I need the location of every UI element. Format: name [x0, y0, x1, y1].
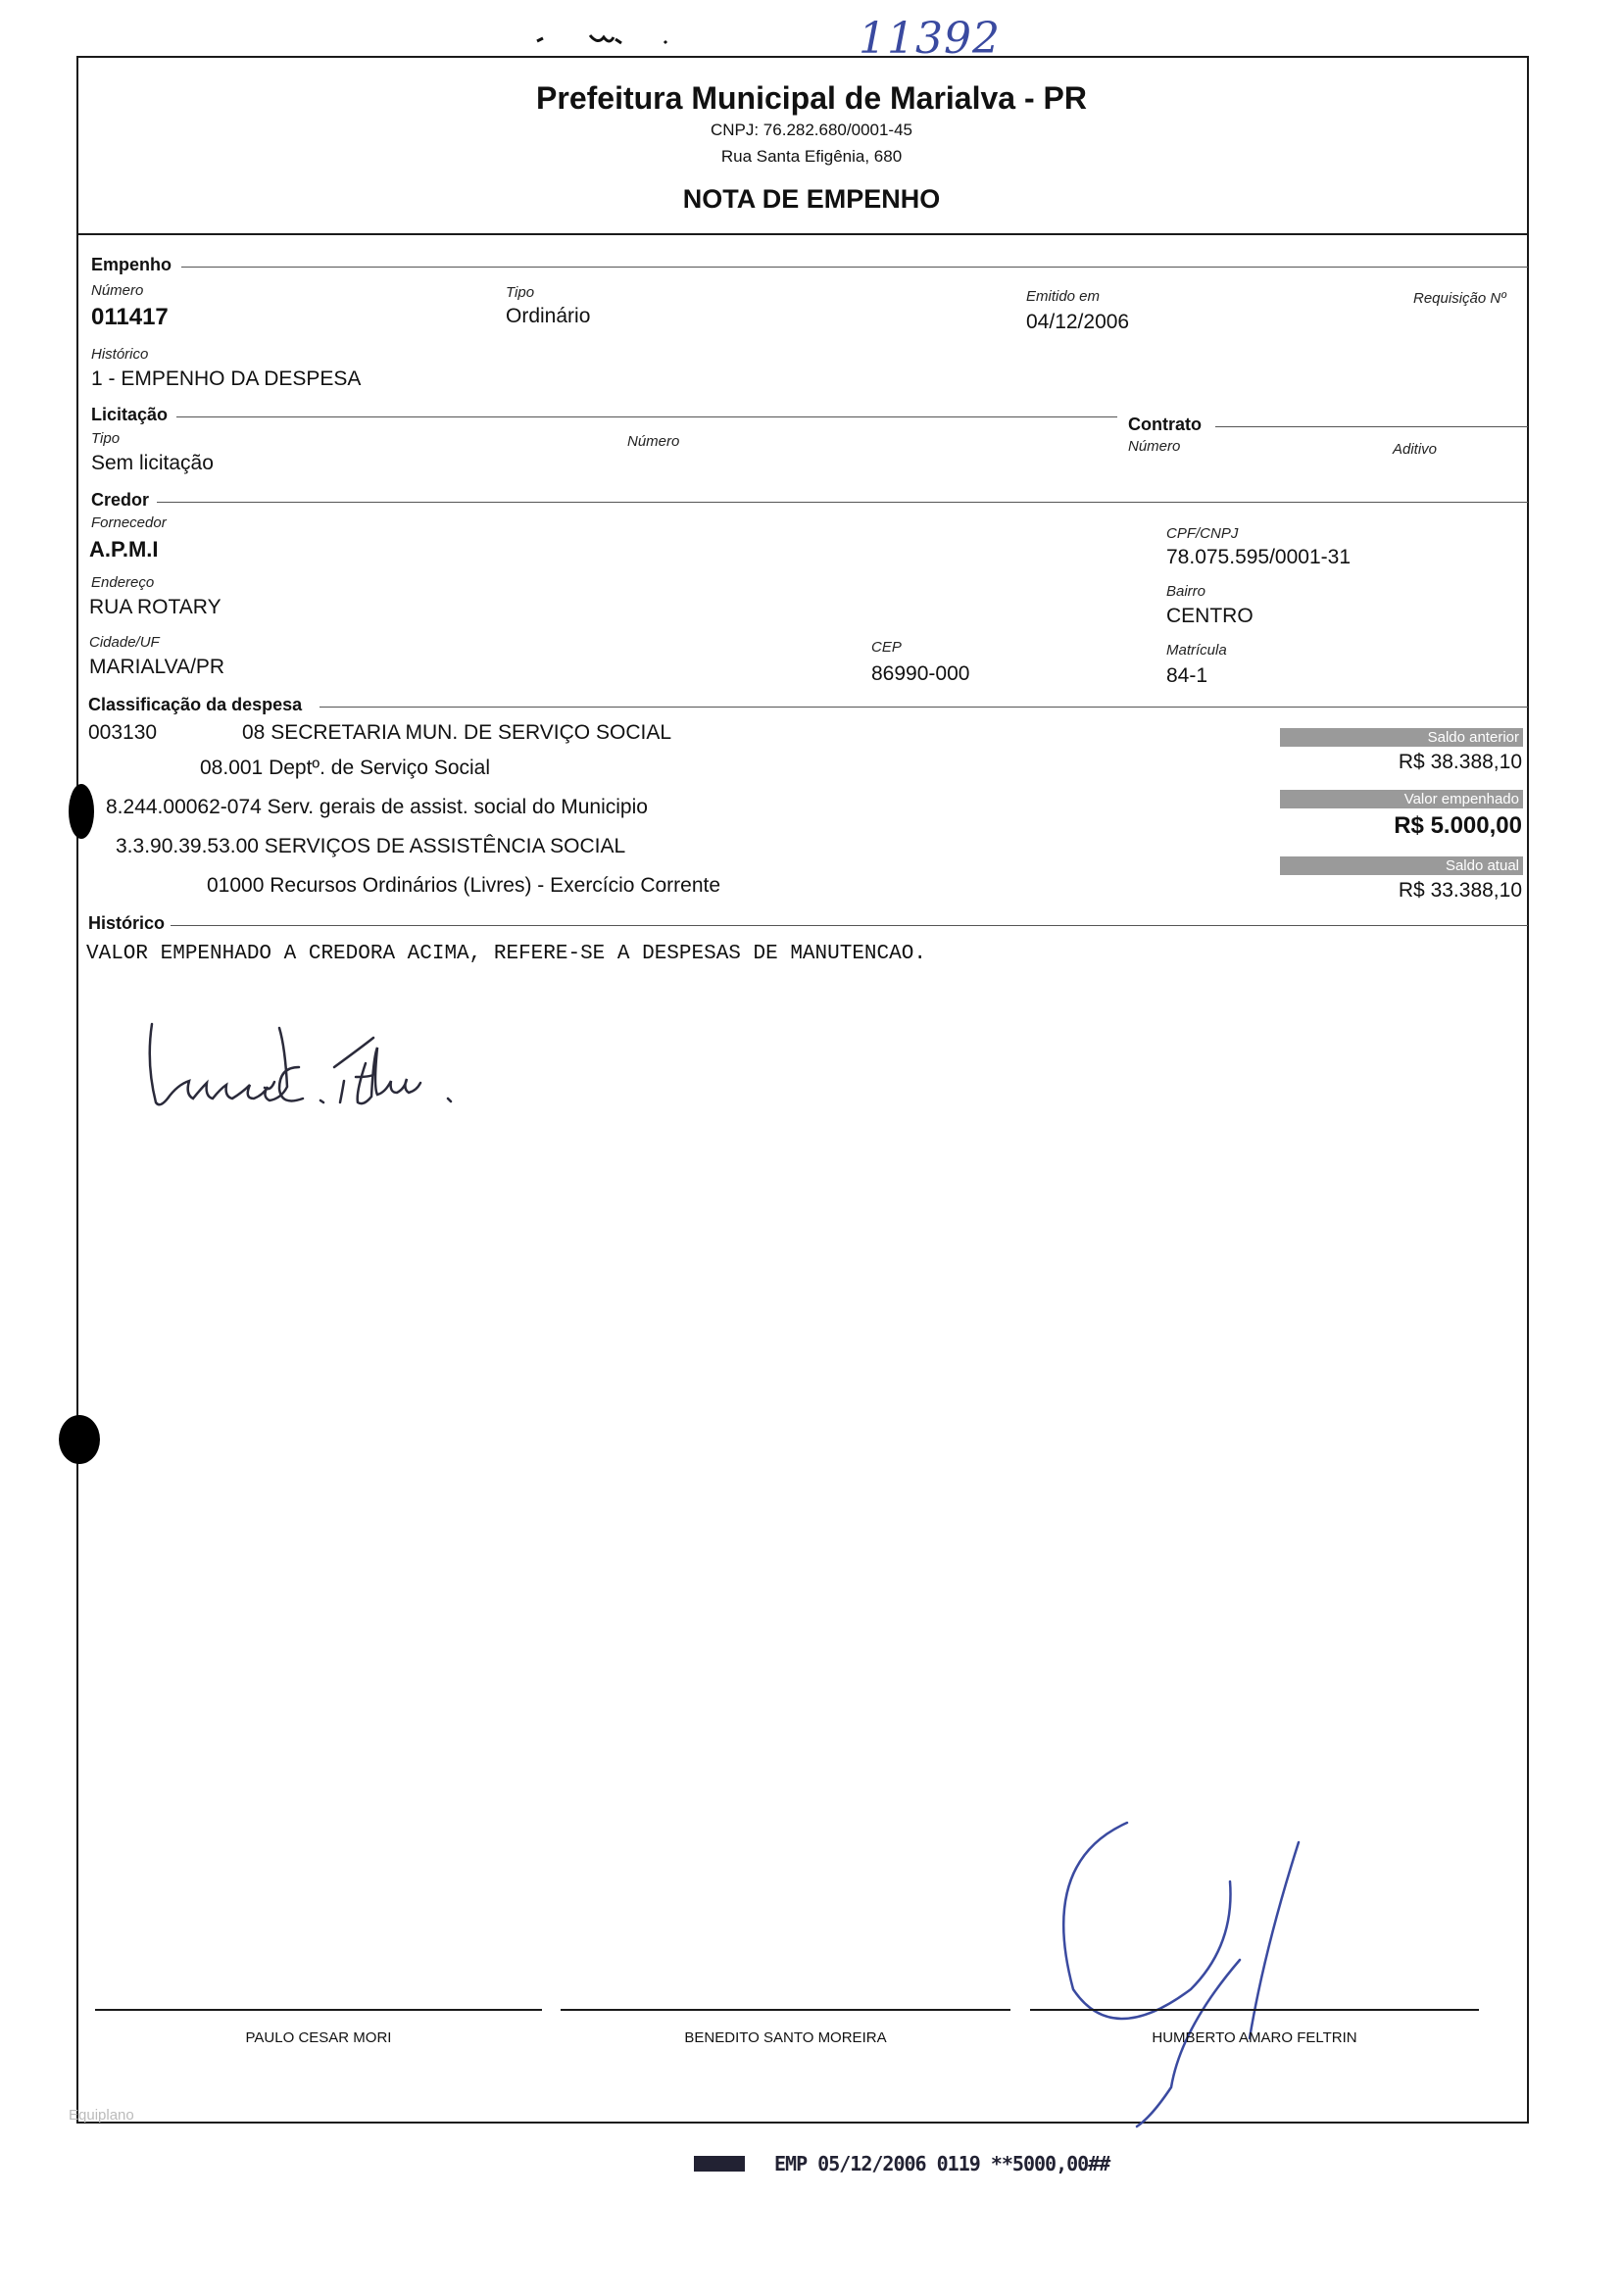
label-matricula: Matrícula — [1166, 642, 1227, 659]
label-numero: Número — [91, 282, 144, 299]
credor-cpf: 78.075.595/0001-31 — [1166, 546, 1352, 568]
label-tipo: Tipo — [506, 284, 535, 301]
handwritten-number: 11392 — [859, 14, 1001, 64]
signature-scrawl — [1019, 1783, 1313, 2136]
empenho-emitido: 04/12/2006 — [1026, 311, 1130, 333]
stamp-logo — [694, 2156, 745, 2172]
credor-fornecedor: A.P.M.I — [89, 537, 159, 562]
section-rule — [176, 416, 1117, 417]
section-empenho: Empenho — [91, 255, 172, 274]
valor-empenhado-value: R$ 5.000,00 — [1394, 812, 1522, 839]
saldo-atual-value: R$ 33.388,10 — [1398, 879, 1522, 902]
saldo-atual-bar — [1280, 856, 1523, 875]
classificacao-orgao: 08 SECRETARIA MUN. DE SERVIÇO SOCIAL — [242, 721, 672, 744]
saldo-anterior-value: R$ 38.388,10 — [1398, 751, 1522, 773]
section-rule — [181, 267, 1528, 268]
label-contrato-numero: Número — [1128, 438, 1181, 455]
section-rule — [1215, 426, 1528, 427]
signatory-1: PAULO CESAR MORI — [245, 2029, 392, 2046]
classificacao-funcional: 8.244.00062-074 Serv. gerais de assist. social do Municipio — [106, 796, 648, 818]
classificacao-recurso: 01000 Recursos Ordinários (Livres) - Exercício Corrente — [207, 874, 721, 897]
section-historico: Histórico — [88, 913, 166, 933]
empenho-tipo: Ordinário — [506, 305, 591, 327]
credor-matricula: 84-1 — [1166, 664, 1208, 687]
section-classificacao: Classificação da despesa — [88, 695, 303, 714]
credor-cep: 86990-000 — [871, 662, 970, 685]
punch-hole — [69, 784, 94, 839]
label-cep: CEP — [871, 639, 902, 656]
org-cnpj: CNPJ: 76.282.680/0001-45 — [710, 121, 913, 139]
label-bairro: Bairro — [1166, 583, 1206, 600]
classificacao-code: 003130 — [88, 721, 158, 744]
credor-cidade: MARIALVA/PR — [89, 656, 225, 678]
label-cpf: CPF/CNPJ — [1166, 525, 1239, 542]
empenho-numero: 011417 — [91, 304, 169, 330]
saldo-anterior-label: Saldo anterior — [1427, 729, 1519, 746]
signature-line — [95, 2009, 542, 2011]
footer-brand: Equiplano — [69, 2107, 134, 2124]
doc-title: NOTA DE EMPENHO — [682, 184, 941, 214]
section-contrato: Contrato — [1128, 415, 1202, 434]
saldo-atual-label: Saldo atual — [1445, 857, 1519, 874]
signature-line — [561, 2009, 1010, 2011]
org-name: Prefeitura Municipal de Marialva - PR — [536, 80, 1087, 116]
label-requisicao: Requisição Nº — [1413, 290, 1506, 307]
historico-text: VALOR EMPENHADO A CREDORA ACIMA, REFERE-SE A DESPESAS DE MANUTENCAO. — [86, 943, 926, 965]
credor-endereco: RUA ROTARY — [89, 596, 221, 618]
classificacao-unidade: 08.001 Deptº. de Serviço Social — [200, 757, 491, 779]
label-historico-empenho: Histórico — [91, 346, 149, 363]
punch-hole — [59, 1415, 100, 1464]
label-cidade: Cidade/UF — [89, 634, 160, 651]
label-fornecedor: Fornecedor — [91, 514, 167, 531]
valor-empenhado-label: Valor empenhado — [1403, 791, 1519, 807]
org-address: Rua Santa Efigênia, 680 — [720, 147, 903, 166]
signature-line — [1030, 2009, 1479, 2011]
empenho-historico: 1 - EMPENHO DA DESPESA — [91, 367, 362, 390]
licitacao-tipo: Sem licitação — [91, 452, 214, 474]
machine-stamp: EMP 05/12/2006 0119 **5000,00## — [774, 2152, 1110, 2175]
classificacao-elemento: 3.3.90.39.53.00 SERVIÇOS DE ASSISTÊNCIA SOCIAL — [116, 835, 626, 857]
section-licitacao: Licitação — [91, 405, 169, 424]
label-endereco: Endereço — [91, 574, 155, 591]
label-licitacao-tipo: Tipo — [91, 430, 121, 447]
handwritten-signature — [142, 1004, 593, 1112]
section-rule — [320, 707, 1528, 708]
scribble-marks — [529, 27, 686, 57]
signatory-2: BENEDITO SANTO MOREIRA — [684, 2029, 887, 2046]
header-divider — [76, 233, 1529, 235]
section-credor: Credor — [91, 490, 150, 510]
credor-bairro: CENTRO — [1166, 605, 1254, 627]
signatory-3: HUMBERTO AMARO FELTRIN — [1152, 2029, 1357, 2046]
section-rule — [157, 502, 1528, 503]
valor-empenhado-bar — [1280, 790, 1523, 808]
saldo-anterior-bar — [1280, 728, 1523, 747]
section-rule — [171, 925, 1528, 926]
label-aditivo: Aditivo — [1393, 441, 1438, 458]
label-emitido: Emitido em — [1026, 288, 1101, 305]
label-licitacao-numero: Número — [627, 433, 680, 450]
